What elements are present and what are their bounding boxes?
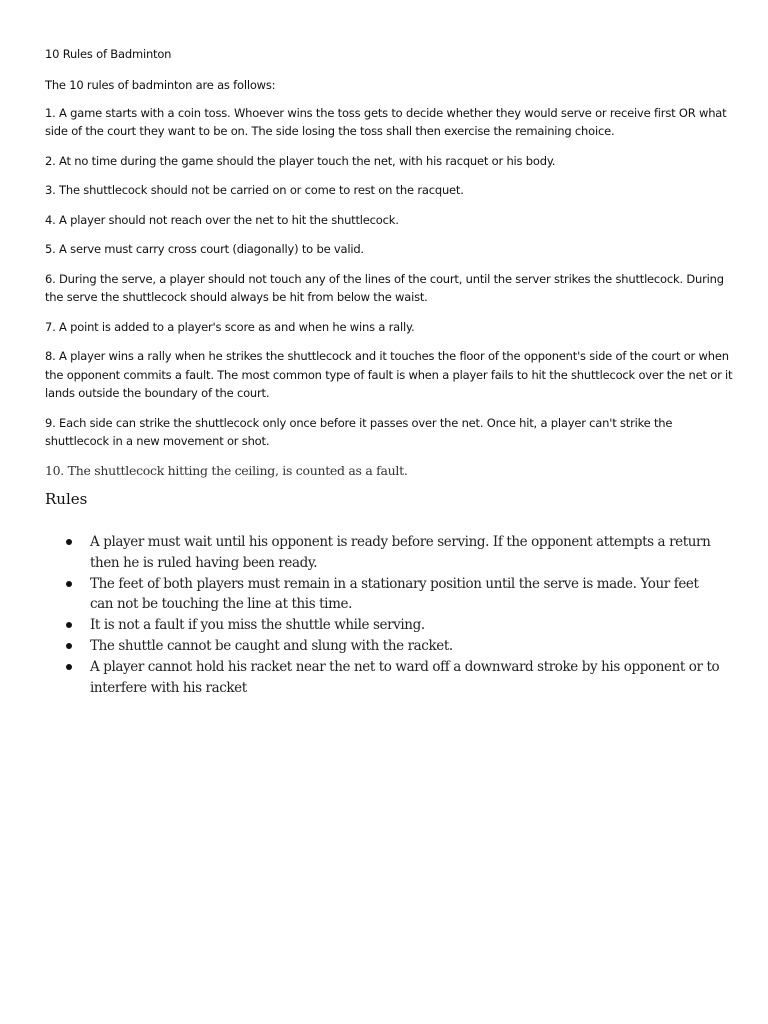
rules-heading: Rules (45, 490, 88, 508)
rule-item-8: 8. A player wins a rally when he strikes the shuttlecock and it touches the floor of the opponent's side of the court or when the opponent commits a fault. The most common type of fault is when a player fails to hit the shuttlecock over the net or it lands outside the boundary of the court. (45, 349, 733, 400)
numbered-rules (45, 76, 735, 491)
bullet-rule-item (62, 636, 722, 657)
rule-item-9: 9. Each side can strike the shuttlecock only once before it passes over the net. Once hit, a player can't strike the shuttlecock in a new movement or shot. (45, 415, 673, 448)
rule-item-10: 10. The shuttlecock hitting the ceiling, is counted as a fault. (45, 462, 408, 478)
bullet-rule-text: It is not a fault if you miss the shuttle while serving. (90, 617, 425, 634)
bullet-rule-item (62, 532, 722, 574)
intro-text: The 10 rules of badminton are as follows: (45, 78, 276, 92)
bullet-rule-item (62, 615, 722, 636)
bullet-rule-text: A player cannot hold his racket near the net to ward off a downward stroke by his opponent or to interfere with his racket (90, 658, 720, 696)
rule-item-4: 4. A player should not reach over the net to hit the shuttlecock. (45, 212, 399, 227)
bullet-rule-item (62, 657, 722, 699)
bullet-rule-item (62, 574, 722, 616)
bullet-rule-text: The shuttle cannot be caught and slung with the racket. (90, 637, 453, 654)
bullet-icon (66, 622, 72, 628)
bullet-rule-text: The feet of both players must remain in a stationary position until the serve is made. Your feet can not be touching the line at this time. (90, 575, 699, 613)
rule-item-1: 1. A game starts with a coin toss. Whoever wins the toss gets to decide whether they would serve or receive first OR what side of the court they want to be on. The side losing the toss shall then exercise the remaining choice. (45, 105, 727, 138)
document-title: 10 Rules of Badminton (45, 47, 172, 61)
bullet-icon (66, 539, 72, 545)
rule-item-7: 7. A point is added to a player's score as and when he wins a rally. (45, 319, 415, 334)
rule-item-3: 3. The shuttlecock should not be carried on or come to rest on the racquet. (45, 183, 464, 197)
bullet-rules-list (62, 532, 722, 698)
rule-item-5: 5. A serve must carry cross court (diagonally) to be valid. (45, 242, 364, 256)
bullet-icon (66, 581, 72, 587)
rule-item-6: 6. During the serve, a player should not touch any of the lines of the court, until the server strikes the shuttlecock. During the serve the shuttlecock should always be hit from below the waist. (45, 271, 724, 304)
rule-item-2: 2. At no time during the game should the player touch the net, with his racquet or his body. (45, 153, 556, 168)
bullet-icon (66, 664, 72, 670)
bullet-icon (66, 643, 72, 649)
bullet-rule-text: A player must wait until his opponent is ready before serving. If the opponent attempts a return then he is ruled having been ready. (90, 534, 711, 571)
